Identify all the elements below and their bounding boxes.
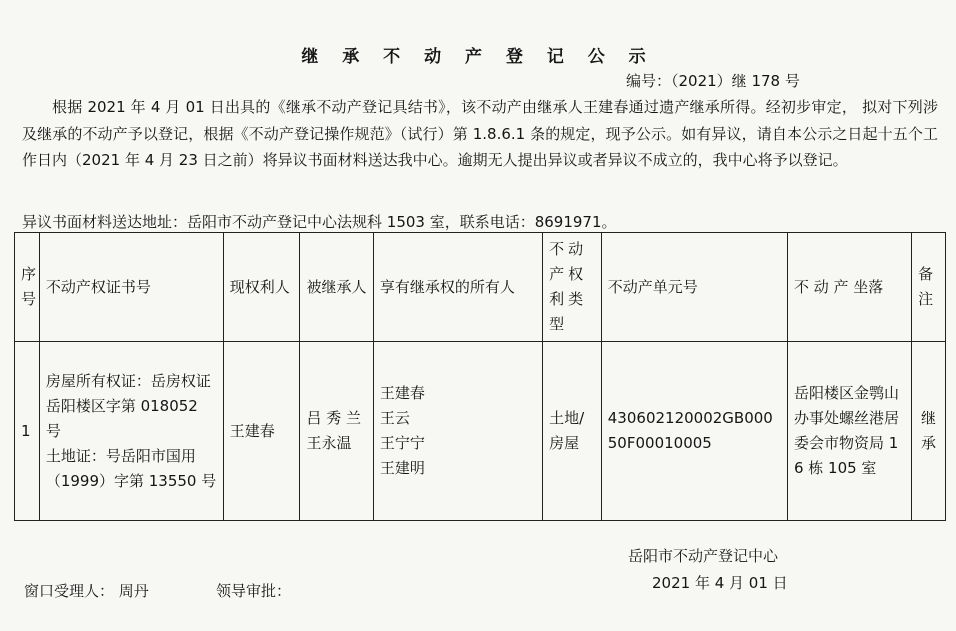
document-number: 编号：（2021）继 178 号 bbox=[626, 72, 800, 90]
cell-heirs bbox=[373, 342, 542, 521]
decedent-name: 王永温 bbox=[306, 434, 352, 452]
header-owner: 现权利人 bbox=[223, 233, 300, 342]
header-seq: 序号 bbox=[15, 233, 40, 342]
window-handler: 窗口受理人： 周丹 bbox=[24, 582, 149, 600]
header-certificate: 不动产权证书号 bbox=[39, 233, 223, 342]
cert-line-land: 土地证：号岳阳市国用（1999）字第 13550 号 bbox=[45, 446, 217, 490]
cell-remark: 继承 bbox=[912, 342, 946, 521]
heir-name: 王宁宁 bbox=[379, 434, 425, 452]
cell-certificate bbox=[39, 342, 223, 521]
header-location: 不 动 产 坐落 bbox=[787, 233, 911, 342]
issue-date: 2021 年 4 月 01 日 bbox=[652, 574, 788, 592]
registration-table bbox=[14, 232, 946, 521]
cell-location: 岳阳楼区金鹗山办事处螺丝港居委会市物资局 16 栋 105 室 bbox=[787, 342, 911, 521]
heir-name: 王建明 bbox=[379, 459, 425, 477]
issuing-organization: 岳阳市不动产登记中心 bbox=[628, 547, 779, 565]
header-decedent: 被继承人 bbox=[300, 233, 373, 342]
heir-name: 王建春 bbox=[379, 384, 425, 402]
cell-seq: 1 bbox=[15, 342, 40, 521]
cell-decedent bbox=[300, 342, 373, 521]
header-remark: 备注 bbox=[912, 233, 946, 342]
header-heirs: 享有继承权的所有人 bbox=[373, 233, 542, 342]
notice-title: 继 承 不 动 产 登 记 公 示 bbox=[301, 47, 655, 67]
cell-unit-number: 430602120002GB00050F00010005 bbox=[601, 342, 787, 521]
cell-right-type: 土地/房屋 bbox=[543, 342, 602, 521]
notice-body: 根据 2021 年 4 月 01 日出具的《继承不动产登记具结书》，该不动产由继承人王建春通过遗产继承所得。经初步审定， 拟对下列涉及继承的不动产予以登记，根据《不动产登记操作规范》（试行）第 1.8.6.1 条的规定，现予公示。如有异议，请自本公示之日起十五个工作日内（2021 年 4 月 23 日之前）将异议书面材料送达我中心。逾期无人提出异议或者异议不成立的，我中心将予以登记。 bbox=[22, 98, 938, 169]
header-unit-number: 不动产单元号 bbox=[601, 233, 787, 342]
cert-line-house: 房屋所有权证：岳房权证岳阳楼区字第 018052 号 bbox=[45, 371, 211, 440]
header-right-type: 不动产权利类型 bbox=[543, 233, 602, 342]
table-header-row bbox=[15, 233, 946, 342]
table-row bbox=[15, 342, 946, 521]
heir-name: 王云 bbox=[379, 409, 410, 427]
decedent-name: 吕 秀 兰 bbox=[306, 409, 362, 427]
objection-address: 异议书面材料送达地址：岳阳市不动产登记中心法规科 1503 室，联系电话：8691971。 bbox=[22, 213, 617, 231]
leader-approval: 领导审批： bbox=[216, 582, 292, 600]
cell-owner: 王建春 bbox=[223, 342, 300, 521]
